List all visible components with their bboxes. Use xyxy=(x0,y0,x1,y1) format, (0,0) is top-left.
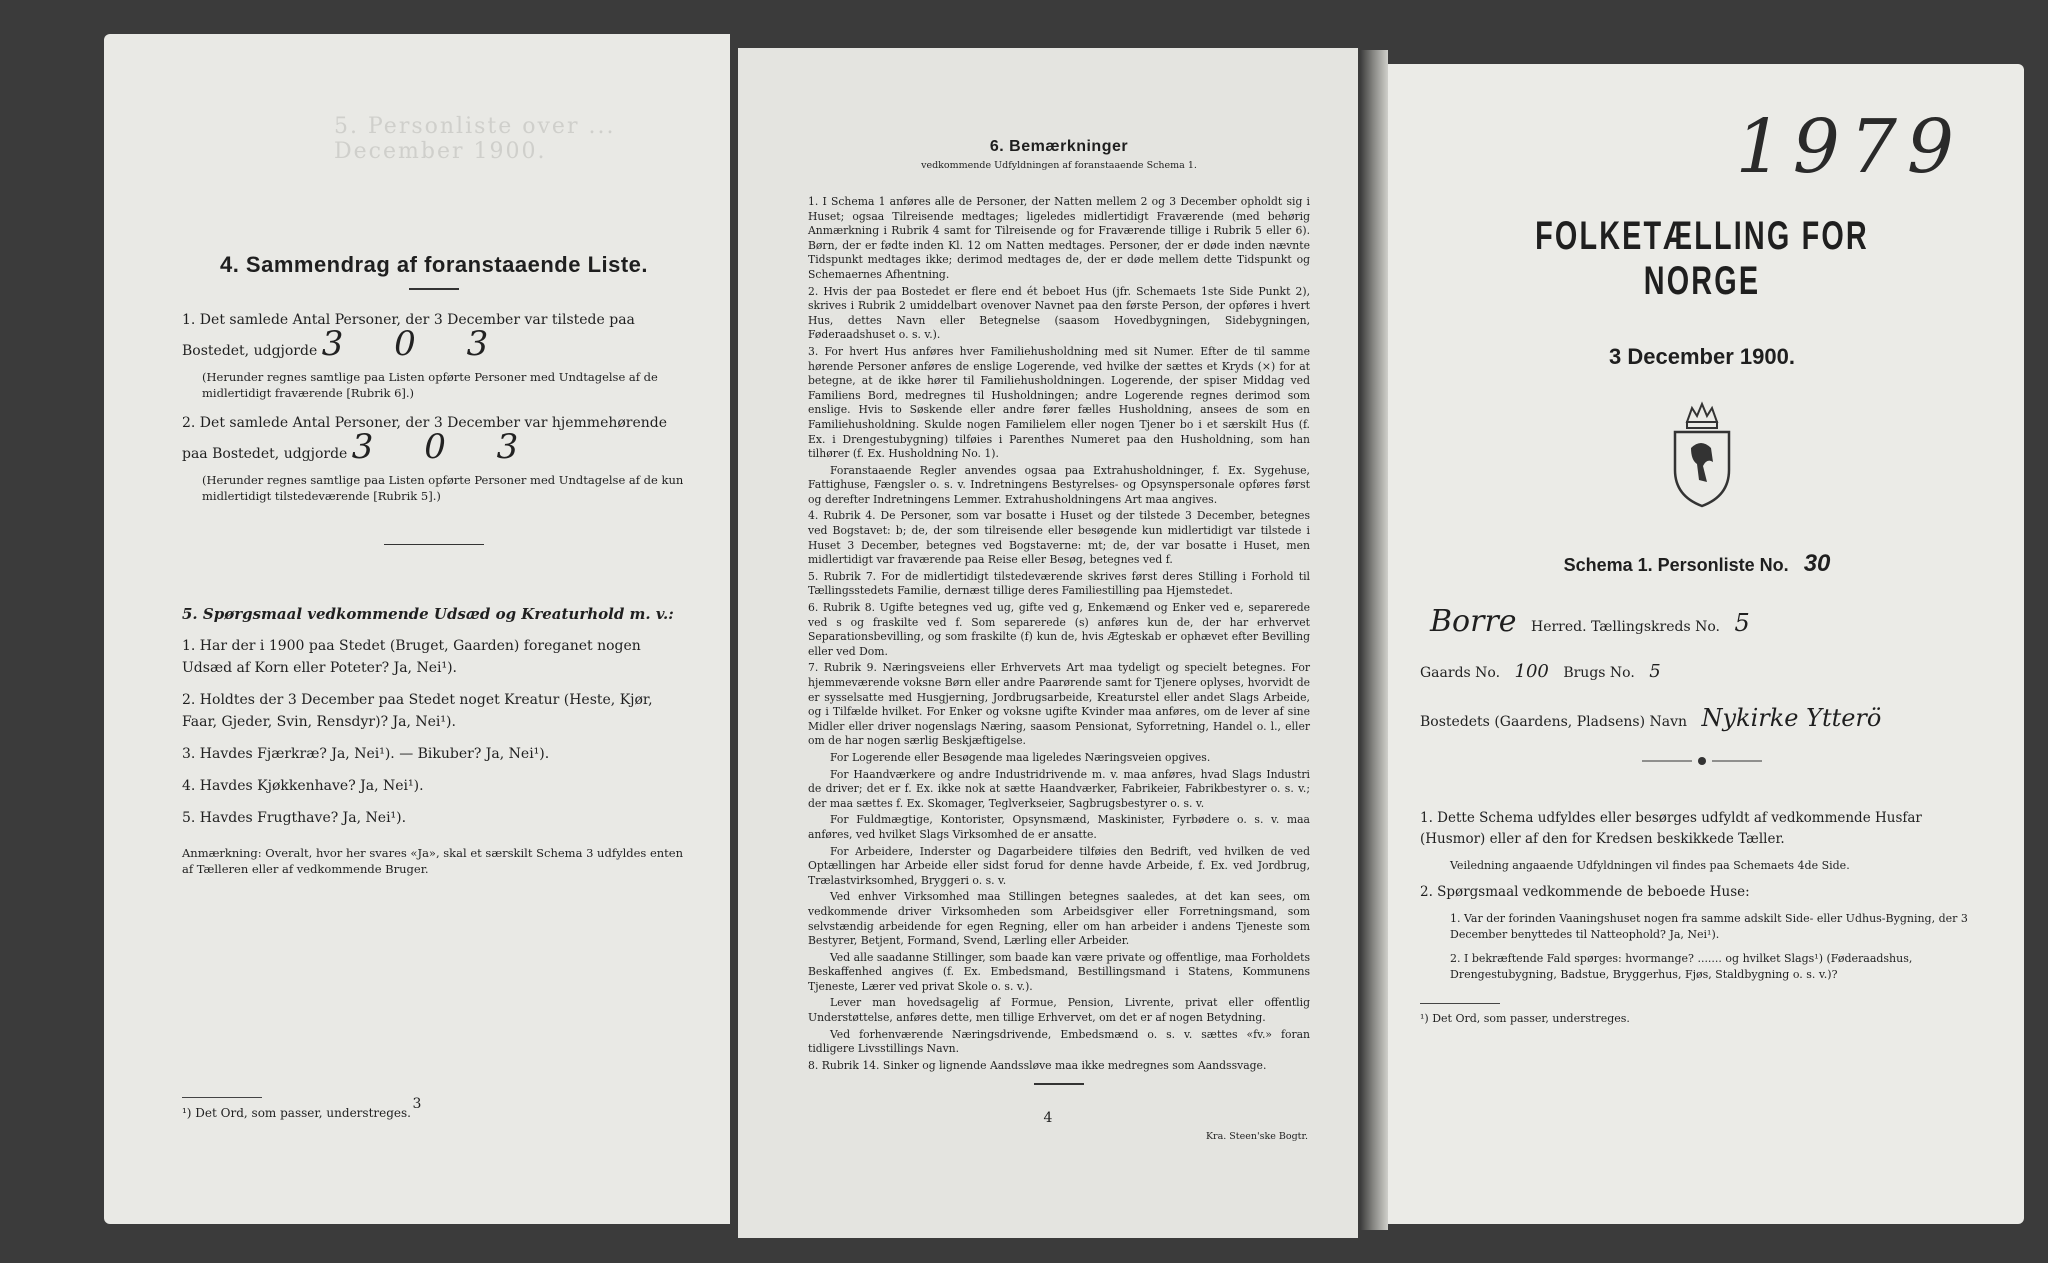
resident-count-note: (Herunder regnes samtlige paa Listen opførte Personer med Undtagelse af de kun midlertidigt tilstedeværende [Rubrik 5].) xyxy=(202,473,684,503)
resident-count-text: 2. Det samlede Antal Personer, der 3 December var hjemmehørende paa Bostedet, udgjorde 3 0 3 xyxy=(182,415,668,467)
remarks-subtitle: vedkommende Udfyldningen af foranstaaende Schema 1. xyxy=(921,160,1197,171)
instruction-2: 2. Spørgsmaal vedkommende de beboede Huse: xyxy=(1420,884,1750,900)
bosted-line: Bostedets (Gaardens, Pladsens) Navn Nykirke Ytterö xyxy=(1420,704,1882,732)
remark-item: Ved forhenværende Næringsdrivende, Embedsmænd o. s. v. sættes «fv.» foran tidligere Livsstillings Navn. xyxy=(808,1027,1310,1056)
question-5: 5. Havdes Frugthave? Ja, Nei¹). xyxy=(182,810,407,826)
footnote: ¹) Det Ord, som passer, understreges. xyxy=(182,1106,411,1120)
schema-number-handwritten: 30 xyxy=(1803,550,1831,577)
gaards-line: Gaards No. 100 Brugs No. 5 xyxy=(1420,661,1661,682)
remark-item: 3. For hvert Hus anføres hver Familiehusholdning med sit Numer. Efter de til samme hørende Personer anføres de enslige Logerende, ved hvilke der sættes et Kryds (×) for at betegne, at de ikke hører til Familiehusholdningen. Logerende, der spiser Middag ved Familiens Bord, medregnes til Husholdningen; andre Logerende regnes derimod som enslige. Hvis to Søskende eller andre fører fælles Husholdning, ansees de som en Familiehusholdning. Skulde nogen Familielem eller nogen Tjener bo i et særskilt Hus (f. Ex. i Drengestubygning) tilføies i Parenthes Numeret paa den Husholdning, som han tilhører (f. Ex. Husholdning No. 1). xyxy=(808,344,1310,461)
remarks-list xyxy=(808,195,1310,1073)
page-number: 4 xyxy=(1043,1110,1053,1126)
question-2: 2. Holdtes der 3 December paa Stedet noget Kreatur (Heste, Kjør, Faar, Gjeder, Svin, Rensdyr)? Ja, Nei¹). xyxy=(182,692,653,730)
remark-item: 1. I Schema 1 anføres alle de Personer, der Natten mellem 2 og 3 December opholdt sig i Huset; ogsaa Tilreisende medtages; ligeledes midlertidigt Fraværende (med behørig Anmærkning i Rubrik 4 samt for Tilreisende og for Fraværende tillige i Rubrik 5 eller 6). Børn, der er fødte inden Kl. 12 om Natten medtages. Personer, der er døde inden nævnte Tidspunkt medtages ikke; derimod medtages de, der er døde mellem dette Tidspunkt og Schemaernes Afhentning. xyxy=(808,195,1310,281)
bosted-handwritten: Nykirke Ytterö xyxy=(1701,704,1882,732)
present-count-text: 1. Det samlede Antal Personer, der 3 December var tilstede paa Bostedet, udgjorde 3 0 3 xyxy=(182,312,635,364)
instruction-1-note: Veiledning angaaende Udfyldningen vil findes paa Schemaets 4de Side. xyxy=(1450,859,1850,872)
remark-item: Foranstaaende Regler anvendes ogsaa paa Extrahusholdninger, f. Ex. Sygehuse, Fattighuse, Fængsler o. s. v. Indretningens Bestyrelses- og Opsynspersonale opføres først og derefter Indretningens Lemmer. Extrahusholdningens Art maa angives. xyxy=(808,463,1310,506)
divider xyxy=(384,544,484,545)
herred-handwritten: Borre xyxy=(1430,604,1517,639)
census-title: FOLKETÆLLING FOR NORGE xyxy=(1535,214,1869,303)
ornament-icon xyxy=(1642,754,1762,768)
brugs-number-handwritten: 5 xyxy=(1649,661,1661,682)
instruction-2a: 1. Var der forinden Vaaningshuset nogen fra samme adskilt Side- eller Udhus-Bygning, der 3 December benyttedes til Natteophold? Ja, Nei¹). xyxy=(1450,912,1968,941)
remark-item: For Fuldmægtige, Kontorister, Opsynsmænd, Maskinister, Fyrbødere o. s. v. maa anføres, ved hvilket Slags Virksomhed de er ansatte. xyxy=(808,813,1310,841)
remark-item: For Logerende eller Besøgende maa ligeledes Næringsveien opgives. xyxy=(830,750,1211,764)
footnote-rule xyxy=(1420,1003,1500,1004)
remark-item: For Haandværkere og andre Industridrivende m. v. maa anføres, hvad Slags Industri de driver; det er f. Ex. ikke nok at sætte Haandværker, Fabrikeier, Fabrikbestyrer o. s. v.; der maa sættes f. Ex. Skomager, Teglverkseier, Sagbrugsbestyrer o. s. v. xyxy=(808,767,1310,810)
remark-item: 6. Rubrik 8. Ugifte betegnes ved ug, gifte ved g, Enkemænd og Enker ved e, separerede ved s og fraskilte ved f. Som separerede (s) anføres kun de, der har erhvervet Separationsbevilling, og som fraskilte (f) kun de, hvis Ægteskab er ophævet efter Bevilling eller ved Dom. xyxy=(808,601,1310,658)
herred-line: Borre Herred. Tællingskreds No. 5 xyxy=(1430,604,1750,639)
footnote: ¹) Det Ord, som passer, understreges. xyxy=(1420,1012,1630,1025)
remark-item: Lever man hovedsagelig af Formue, Pension, Livrente, privat eller offentlig Understøttelse, anføres dette, men tillige Erhvervet, om det er af nogen Betydning. xyxy=(808,996,1310,1025)
right-page xyxy=(1388,64,2024,1224)
middle-page xyxy=(738,48,1358,1238)
gaards-number-handwritten: 100 xyxy=(1514,661,1549,682)
instruction-2b: 2. I bekræftende Fald spørges: hvormange? ....... og hvilket Slags¹) (Føderaadshus, Drengestubygning, Badstue, Bryggerhus, Fjøs, Staldbygning o. s. v.)? xyxy=(1450,952,1913,981)
handwritten-year: 1979 xyxy=(1735,104,1964,190)
census-date: 3 December 1900. xyxy=(1609,344,1795,369)
present-count-handwritten: 3 0 3 xyxy=(321,324,509,364)
remark-item: 8. Rubrik 14. Sinker og lignende Aandssløve maa ikke medregnes som Aandssvage. xyxy=(808,1058,1267,1072)
resident-count-handwritten: 3 0 3 xyxy=(351,427,539,467)
schema-line: Schema 1. Personliste No. 30 xyxy=(1563,550,1831,577)
remark-item: Ved enhver Virksomhed maa Stillingen betegnes saaledes, at det kan sees, om vedkommende driver Virksomheden som Arbeidsgiver eller Forretningsmand, som selvstændig arbeidende for egen Regning, eller om han arbeider i andens Tjeneste som Bestyrer, Betjent, Formand, Svend, Lærling eller Arbeider. xyxy=(808,890,1310,948)
remark-item: For Arbeidere, Inderster og Dagarbeidere tilføies den Bedrift, ved hvilken de ved Optællingen har Arbeide eller sidst forud for denne havde Arbeide, f. Ex. ved Jordbrug, Trælastvirksomhed, Bryggeri o. s. v. xyxy=(808,844,1310,887)
book-spine xyxy=(1360,50,1388,1230)
coat-of-arms-icon xyxy=(1667,400,1737,510)
bleed-through-text: 5. Personliste over ... December 1900. xyxy=(334,114,616,164)
divider xyxy=(1034,1083,1084,1085)
summary-title: 4. Sammendrag af foranstaaende Liste. xyxy=(219,252,649,277)
remarks-title: 6. Bemærkninger xyxy=(989,138,1129,155)
present-count-note: (Herunder regnes samtlige paa Listen opførte Personer med Undtagelse af de midlertidigt fraværende [Rubrik 6].) xyxy=(202,370,658,400)
divider xyxy=(409,288,459,290)
page-number: 3 xyxy=(412,1096,422,1112)
remark-item: 7. Rubrik 9. Næringsveiens eller Erhvervets Art maa tydeligt og specielt betegnes. For hjemmeværende voksne Børn eller andre Paarørende samt for Tjenere oplyses, hvorvidt de er sysselsatte med Husgjerning, Jordbrugsarbeide, Kreaturstel eller andet Slags Arbeide, og i Tilfælde hvilket. For Enker og voksne ugifte Kvinder maa anføres, om de lever af sine Midler eller driver nogenslags Næring, saasom Pensionat, Syforretning, Handel o. l., eller om de har nogen særlig Beskjæftigelse. xyxy=(808,661,1310,748)
instruction-1: 1. Dette Schema udfyldes eller besørges udfyldt af vedkommende Husfar (Husmor) eller af den for Kredsen beskikkede Tæller. xyxy=(1420,810,1922,847)
remark: Anmærkning: Overalt, hvor her svares «Ja», skal et særskilt Schema 3 udfyldes enten af Tælleren eller af vedkommende Bruger. xyxy=(182,846,684,876)
questions-title: 5. Spørgsmaal vedkommende Udsæd og Kreaturhold m. v.: xyxy=(182,605,674,623)
remark-item: 4. Rubrik 4. De Personer, som var bosatte i Huset og der tilstede 3 December, betegnes ved Bogstavet: b; de, der som tilreisende eller besøgende kun midlertidigt var tilstede i Huset 3 December, betegnes ved Bogstaverne: mt; de, der var bosatte i Huset, men midlertidigt var fraværende paa Reise eller Besøg, betegnes ved f. xyxy=(808,509,1310,567)
question-1: 1. Har der i 1900 paa Stedet (Bruget, Gaarden) foreganet nogen Udsæd af Korn eller Poteter? Ja, Nei¹). xyxy=(182,638,641,676)
kreds-number-handwritten: 5 xyxy=(1734,609,1750,637)
remark-item: 5. Rubrik 7. For de midlertidigt tilstedeværende skrives først deres Stilling i Forhold til Tællingsstedets Familie, dernæst tillige deres Familiestilling paa Hjemstedet. xyxy=(808,569,1310,598)
remark-item: 2. Hvis der paa Bostedet er flere end ét beboet Hus (jfr. Schemaets 1ste Side Punkt 2), skrives i Rubrik 2 umiddelbart ovenover Navnet paa den første Person, der opføres i hvert Hus, dettes Navn eller Betegnelse (saasom Hovedbygningen, Sidebygningen, Føderaadshuset o. s. v.). xyxy=(808,284,1310,342)
question-4: 4. Havdes Kjøkkenhave? Ja, Nei¹). xyxy=(182,778,424,794)
question-3: 3. Havdes Fjærkræ? Ja, Nei¹). — Bikuber? Ja, Nei¹). xyxy=(182,746,550,762)
remark-item: Ved alle saadanne Stillinger, som baade kan være private og offentlige, maa Forholdets Beskaffenhed angives (f. Ex. Embedsmand, Bestillingsmand i Statens, Kommunens Tjeneste, Lærer ved privat Skole o. s. v.). xyxy=(808,950,1310,993)
left-page xyxy=(104,34,730,1224)
printer-imprint: Kra. Steen'ske Bogtr. xyxy=(1205,1131,1308,1142)
